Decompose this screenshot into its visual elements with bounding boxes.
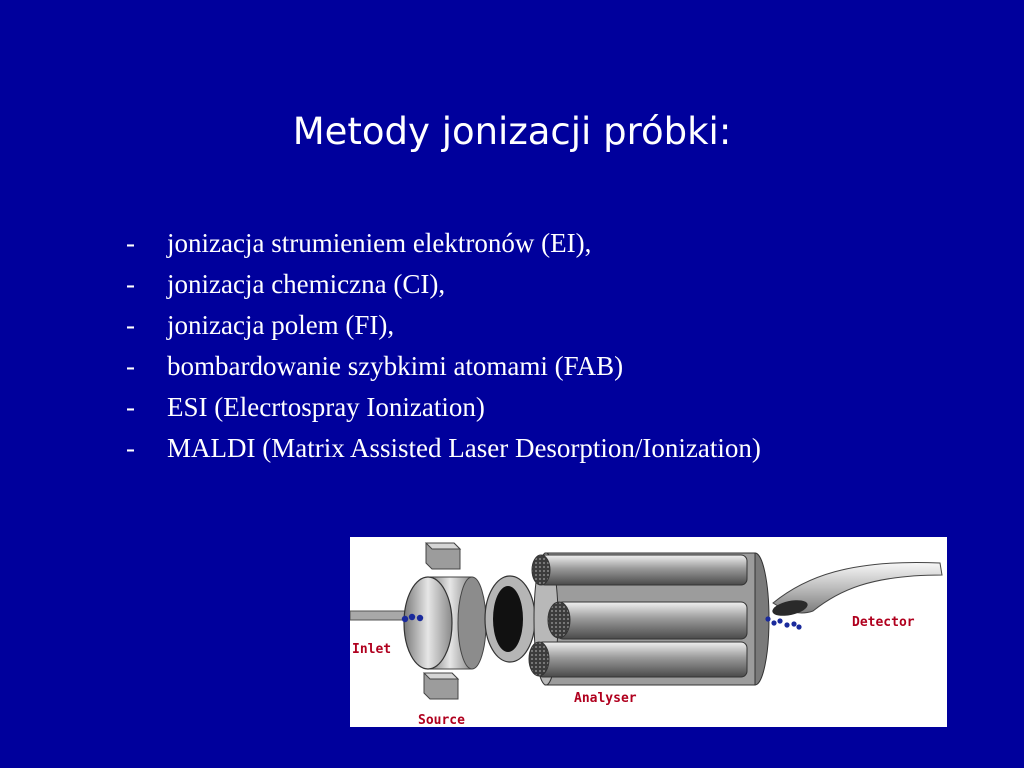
- lens-ring: [485, 576, 535, 662]
- bullet-dash: -: [126, 310, 135, 340]
- bullet-list: [126, 226, 766, 472]
- bullet-dash: -: [126, 351, 135, 381]
- slide-title: Metody jonizacji próbki:: [292, 110, 732, 153]
- inlet-label: Inlet: [352, 642, 392, 657]
- source-label: Source: [418, 713, 465, 727]
- bullet-text: jonizacja strumieniem elektronów (EI),: [167, 228, 592, 258]
- detector-tube: [771, 562, 942, 618]
- source-block-top: [426, 543, 460, 569]
- mass-spectrometer-diagram: [350, 537, 947, 727]
- ion-source-cylinder: [402, 577, 486, 669]
- bullet-text: MALDI (Matrix Assisted Laser Desorption/Ionization): [167, 433, 761, 463]
- source-block-bottom: [424, 673, 458, 699]
- bullet-text: jonizacja polem (FI),: [167, 310, 395, 340]
- analyser-label: Analyser: [574, 691, 637, 706]
- inlet-tube: [350, 611, 410, 620]
- list-item: [126, 390, 766, 424]
- list-item: [126, 349, 766, 383]
- rod-bottom: [529, 642, 747, 677]
- bullet-dash: -: [126, 433, 135, 463]
- list-item: [126, 431, 766, 465]
- quadrupole-analyser: [529, 553, 769, 685]
- list-item: [126, 226, 766, 260]
- rod-middle: [548, 602, 747, 639]
- list-item: [126, 267, 766, 301]
- bullet-dash: -: [126, 269, 135, 299]
- detector-label: Detector: [852, 615, 915, 630]
- bullet-dash: -: [126, 392, 135, 422]
- list-item: [126, 308, 766, 342]
- bullet-text: jonizacja chemiczna (CI),: [167, 269, 446, 299]
- rod-top: [532, 555, 747, 585]
- bullet-dash: -: [126, 228, 135, 258]
- bullet-text: ESI (Elecrtospray Ionization): [167, 392, 485, 422]
- bullet-text: bombardowanie szybkimi atomami (FAB): [167, 351, 624, 381]
